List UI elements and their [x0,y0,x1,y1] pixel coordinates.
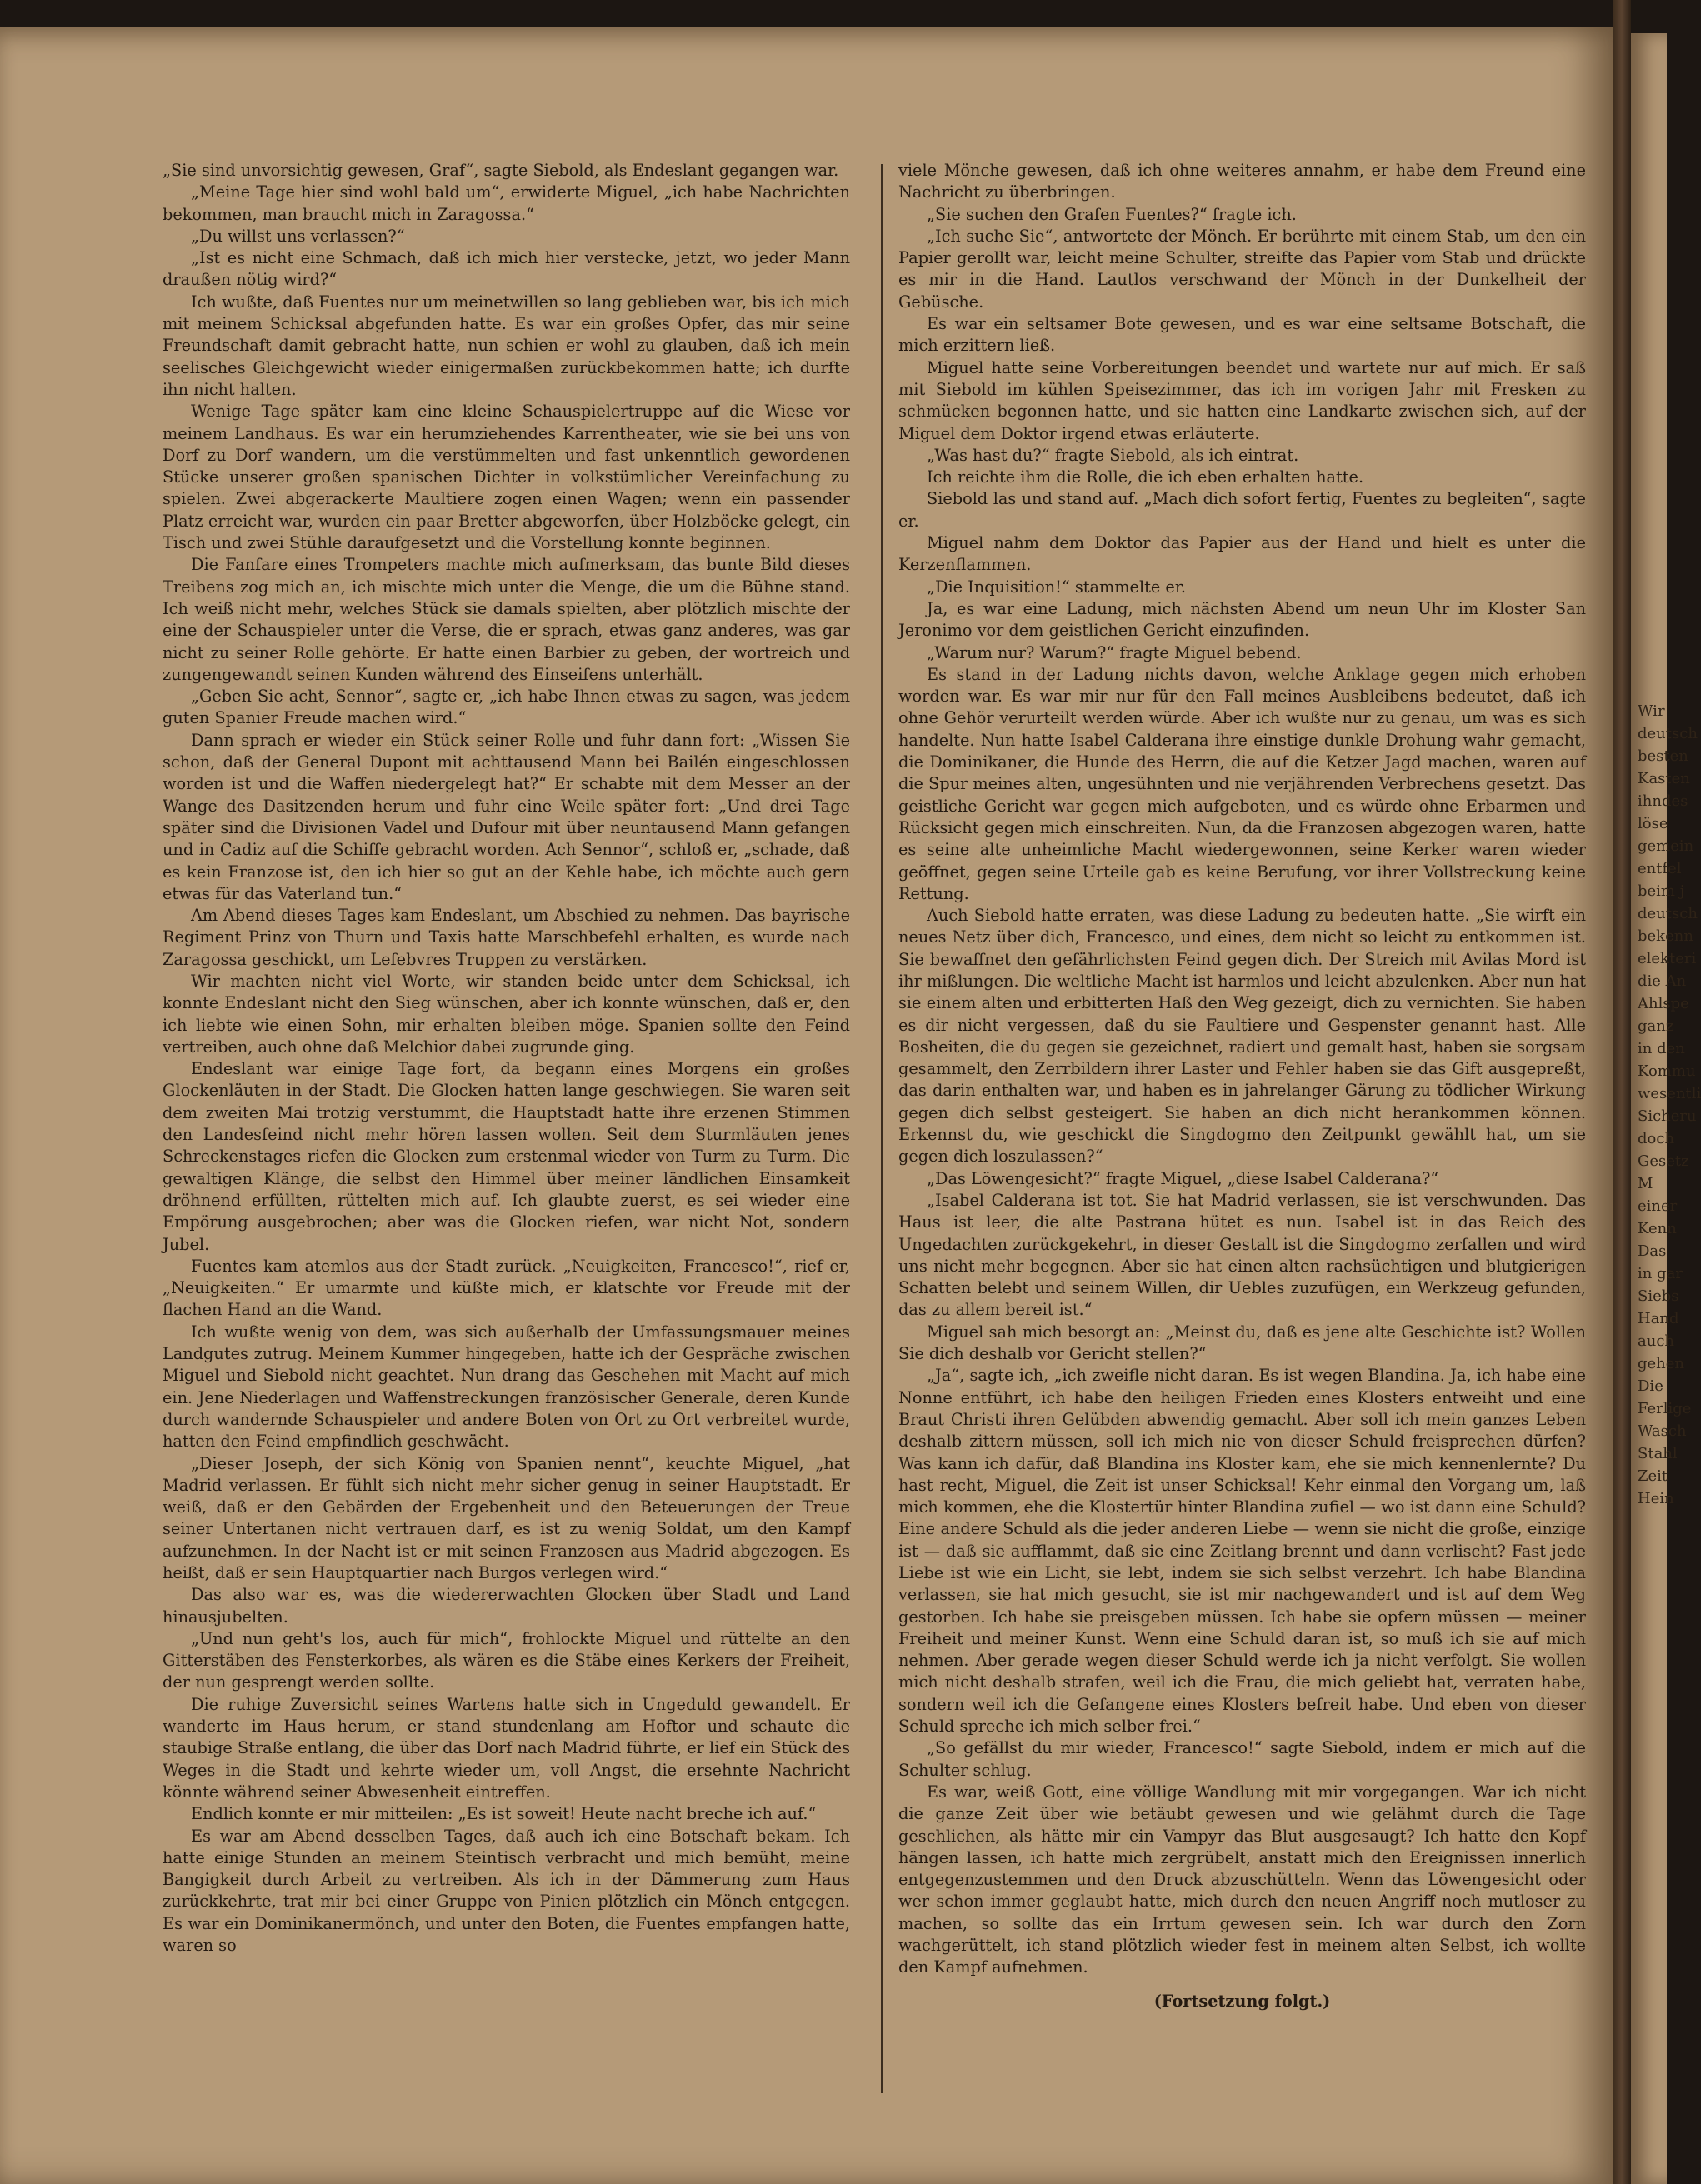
next-page-fragment: entfel [1638,860,1682,877]
next-page-fragment: Sicheru [1638,1107,1697,1125]
paragraph: „Isabel Calderana ist tot. Sie hat Madrid verlassen, sie ist verschwunden. Das Haus ist leer, die alte Pastrana hütet es nun. Isabel ist in das Reich des Ungedachten zurückgekehrt, in dieser Gestalt ist die Singdogmo zerfallen und wird uns nicht mehr begegnen. Aber sie hat einen alten rachsüchtigen und blutgierigen Schatten belebt und seinem Willen, dir Uebles zuzufügen, ein Werkzeug gefunden, das zu allem bereit ist.“ [898,1190,1586,1320]
paragraph: Dann sprach er wieder ein Stück seiner Rolle und fuhr dann fort: „Wissen Sie schon, daß der General Dupont mit achttausend Mann bei Bailén eingeschlossen worden ist und die Waffen niedergelegt hat?“ Er schabte mit dem Messer an der Wange des Dasitzenden herum und fuhr eine Weile später fort: „Und drei Tage später sind die Divisionen Vadel und Dufour mit über neuntausend Mann gefangen und in Cadiz auf die Schiffe gebracht worden. Ach Sennor“, schloß er, „schade, daß es kein Franzose ist, den ich hier so gut an der Kehle habe, ich möchte auch gern etwas für das Vaterland tun.“ [163,730,850,903]
next-page-fragment: beim j [1638,882,1685,900]
next-page-fragment: doch [1638,1130,1675,1147]
next-page-fragment: die An [1638,972,1687,990]
paragraph: Endeslant war einige Tage fort, da begann eines Morgens ein großes Glockenläuten in der Stadt. Die Glocken hatten lange geschwiegen. Sie waren seit dem zweiten Mai trotzig verstummt, die Hauptstadt hatte ihre erzenen Stimmen den Landesfeind nicht mehr hören lassen wollen. Seit dem Sturmläuten jenes Schreckenstages riefen die Glocken zum erstenmal wieder von Turm zu Turm. Die gewaltigen Klänge, die selbst den Himmel über meiner ländlichen Einsamkeit dröhnend erfüllten, rüttelten mich auf. Ich glaubte zuerst, es sei wieder eine Empörung ausgebrochen; aber was die Glocken riefen, war nicht Not, sondern Jubel. [163,1059,850,1254]
paragraph: „Meine Tage hier sind wohl bald um“, erwiderte Miguel, „ich habe Nachrichten bekommen, man braucht mich in Zaragossa.“ [163,182,850,224]
paragraph: viele Mönche gewesen, daß ich ohne weiteres annahm, er habe dem Freund eine Nachricht zu überbringen. [898,161,1586,202]
paragraph: „Was hast du?“ fragte Siebold, als ich eintrat. [927,445,1299,465]
paragraph: Es war am Abend desselben Tages, daß auch ich eine Botschaft bekam. Ich hatte einige Stunden an meinem Steintisch verbracht und mich bemüht, meine Bangigkeit durch Arbeit zu vertreiben. Als ich in der Dämmerung zum Haus zurückkehrte, trat mir bei einer Gruppe von Pinien plötzlich ein Mönch entgegen. Es war ein Dominikanermönch, und unter den Boten, die Fuentes empfangen hatte, waren so [163,1826,850,1956]
next-page-fragment: Kenn [1638,1220,1677,1237]
paragraph: Das also war es, was die wiedererwachten Glocken über Stadt und Land hinausjubelten. [163,1585,850,1627]
paragraph: Ich wußte wenig von dem, was sich außerhalb der Umfassungsmauer meines Landgutes zutrug. Meinem Kummer hingegeben, hatte ich der Gespräche zwischen Miguel und Siebold nicht geachtet. Nun drang das Geschehen mit Macht auf mich ein. Jene Niederlagen und Waffenstreckungen französischer Generale, deren Kunde durch wandernde Schauspieler und andere Boten von Ort zu Ort verbreitet wurde, hatten den Feind empfindlich geschwächt. [163,1322,850,1452]
next-page-fragment: deutsch [1638,725,1698,742]
paragraph: Miguel sah mich besorgt an: „Meinst du, daß es jene alte Geschichte ist? Wollen Sie dich deshalb vor Gericht stellen?“ [898,1322,1586,1364]
next-page-fragment: Hein [1638,1490,1674,1507]
next-page-fragment: in den [1638,1040,1685,1057]
next-page-fragment: Wasch [1638,1422,1687,1440]
next-page-fragment: gehen [1638,1355,1685,1372]
paragraph: Ja, es war eine Ladung, mich nächsten Abend um neun Uhr im Kloster San Jeronimo vor dem geistlichen Gericht einzufinden. [898,598,1586,641]
next-page-fragment: Kasten [1638,770,1690,787]
next-page-fragment: einer [1638,1197,1678,1215]
paragraph: Die Fanfare eines Trompeters machte mich aufmerksam, das bunte Bild dieses Treibens zog mich an, ich mischte mich unter die Menge, die um die Bühne stand. Ich weiß nicht mehr, welches Stück sie damals spielten, aber plötzlich mischte der eine der Schauspieler unter die Verse, die er sprach, etwas ganz anderes, was gar nicht zu seiner Rolle gehörte. Er hatte einen Barbier zu geben, der wortreich und zungengewandt seinen Kunden während des Einseifens unterhält. [163,555,850,684]
next-page-fragment: Ahlspe [1638,995,1689,1012]
newspaper-page [0,27,1613,2184]
next-page-fragment: M [1638,1175,1653,1192]
right-column [898,160,1586,2012]
paragraph: Fuentes kam atemlos aus der Stadt zurück. „Neuigkeiten, Francesco!“, rief er, „Neuigkeiten.“ Er umarmte und küßte mich, er klatschte vor Freude mit der flachen Hand an die Wand. [163,1256,850,1320]
next-page-fragment: Siebs [1638,1287,1679,1305]
next-page-fragment: besten [1638,747,1688,765]
paragraph: „Sie sind unvorsichtig gewesen, Graf“, sagte Siebold, als Endeslant gegangen war. [163,161,839,180]
paragraph: „Das Löwengesicht?“ fragte Miguel, „diese Isabel Calderana?“ [927,1168,1439,1188]
paragraph: „Warum nur? Warum?“ fragte Miguel bebend. [927,642,1302,662]
next-page-fragment: Das [1638,1242,1667,1260]
paragraph: Miguel hatte seine Vorbereitungen beendet und wartete nur auf mich. Er saß mit Siebold im kühlen Speisezimmer, das ich im vorigen Jahr mit Fresken zu schmücken begonnen hatte, und sie hatten eine Landkarte zwischen sich, auf der Miguel dem Doktor irgend etwas erläuterte. [898,357,1586,443]
next-page-fragment: löse [1638,815,1668,832]
paragraph: Ich reichte ihm die Rolle, die ich eben erhalten hatte. [927,467,1364,487]
continuation-note: (Fortsetzung folgt.) [1153,1991,1331,2011]
next-page-fragment: ihndes [1638,792,1688,810]
next-page-fragment: wesentli [1638,1085,1701,1102]
paragraph: „Ja“, sagte ich, „ich zweifle nicht daran. Es ist wegen Blandina. Ja, ich habe eine Nonne entführt, ich habe den heiligen Frieden eines Klosters entweiht und eine Braut Christi ihren Gelübden abwendig gemacht. Aber soll ich mein ganzes Leben deshalb zittern müssen, soll ich mich nie von dieser Schuld freisprechen dürfen? Was kann ich dafür, daß Blandina ins Kloster kam, ehe sie mich kennenlernte? Du hast recht, Miguel, die Zeit ist unser Schicksal! Kehr einmal den Vorgang um, laß mich kommen, ehe die Klostertür hinter Blandina zufiel — wo ist dann eine Schuld? Eine andere Schuld als die jeder anderen Liebe — wenn sie nicht die große, einzige ist — daß sie aufflammt, daß sie eine Zeitlang brennt und dann verlischt? Fast jede Liebe ist wie ein Licht, sie lebt, indem sie sich selbst verzehrt. Ich habe Blandina verlassen, sie hat mich gesucht, sie ist mir nachgewandert und ist auf dem Weg gestorben. Ich habe sie preisgeben müssen. Ich habe sie opfern müssen — meiner Freiheit und meiner Kunst. Wenn eine Schuld daran ist, so muß ich sie auf mich nehmen. Aber gerade wegen dieser Schuld werde ich ja nicht verfolgt. Sie wollen mich nicht deshalb strafen, weil ich die Frau, die mich geliebt hat, verraten habe, sondern weil ich die Gefangene eines Klosters befreit habe. Und eben von dieser Schuld spreche ich mich selber frei.“ [898,1366,1586,1737]
next-page-fragment: Die [1638,1377,1663,1395]
paragraph: „Ist es nicht eine Schmach, daß ich mich hier verstecke, jetzt, wo jeder Mann draußen nötig wird?“ [163,248,850,290]
left-column [163,160,850,1957]
paragraph: „So gefällst du mir wieder, Francesco!“ sagte Siebold, indem er mich auf die Schulter schlug. [898,1738,1586,1780]
next-page-fragment: Zeit [1638,1467,1668,1485]
column-divider [881,164,883,2093]
next-page-fragment: deutsch [1638,905,1698,922]
book-gutter [1613,0,1631,2184]
paragraph: Es war, weiß Gott, eine völlige Wandlung mit mir vorgegangen. War ich nicht die ganze Zeit über wie betäubt gewesen und wie gelähmt durch die Tage geschlichen, als hätte mir ein Vampyr das Blut ausgesaugt? Ich hatte den Kopf hängen lassen, ich hatte mich zergrübelt, anstatt mich den Ereignissen innerlich entgegenzustemmen und den Druck abzuschütteln. Wenn das Löwengesicht oder wer schon immer geglaubt hatte, mich durch den neuen Angriff noch mutloser zu machen, so sollte das ein Irrtum gewesen sein. Ich war durch den Zorn wachgerüttelt, ich stand plötzlich wieder fest in meinem alten Selbst, ich wollte den Kampf aufnehmen. [898,1782,1586,1977]
paragraph: Wenige Tage später kam eine kleine Schauspielertruppe auf die Wiese vor meinem Landhaus. Es war ein herumziehendes Karrentheater, wie sie bei uns von Dorf zu Dorf wandern, um die verstümmelten und fast unkenntlich gewordenen Stücke unserer großen spanischen Dichter in volkstümlicher Vereinfachung zu spielen. Zwei abgerackerte Maultiere zogen einen Wagen; wenn ein passender Platz erreicht war, wurden ein paar Bretter abgeworfen, über Holzböcke gelegt, ein Tisch und zwei Stühle daraufgesetzt und die Vorstellung konnte beginnen. [163,402,850,553]
next-page-fragment: Hand [1638,1310,1679,1327]
paragraph: Ich wußte, daß Fuentes nur um meinetwillen so lang geblieben war, bis ich mich mit meinem Schicksal abgefunden hatte. Es war ein großes Opfer, das mir seine Freundschaft damit gebracht hatte, nun schien er wohl zu glauben, daß ich mein seelisches Gleichgewicht wieder einigermaßen zurückbekommen hatte; ich durfte ihn nicht halten. [163,292,850,399]
paragraph: Die ruhige Zuversicht seines Wartens hatte sich in Ungeduld gewandelt. Er wanderte im Haus herum, er stand stundenlang am Hoftor und schaute die staubige Straße entlang, die über das Dorf nach Madrid führte, er lief ein Stück des Weges in die Stadt und kehrte wieder um, voll Angst, die ersehnte Nachricht könnte während seiner Abwesenheit eintreffen. [163,1694,850,1802]
paragraph: „Sie suchen den Grafen Fuentes?“ fragte ich. [927,204,1297,224]
paragraph: Endlich konnte er mir mitteilen: „Es ist soweit! Heute nacht breche ich auf.“ [191,1804,817,1824]
next-page-fragment: Gesetz [1638,1152,1689,1170]
paragraph: Wir machten nicht viel Worte, wir standen beide unter dem Schicksal, ich konnte Endeslant nicht den Sieg wünschen, aber ich konnte wünschen, daß er, den ich liebte wie einen Sohn, mir erhalten bleiben möge. Spanien sollte den Feind vertreiben, auch ohne daß Melchior dabei zugrunde ging. [163,971,850,1057]
next-page-fragment: in gar [1638,1265,1683,1282]
paragraph: „Die Inquisition!“ stammelte er. [927,577,1187,597]
next-page-fragment: Wir [1638,702,1665,720]
paragraph: Es stand in der Ladung nichts davon, welche Anklage gegen mich erhoben worden war. Es war mir nur für den Fall meines Ausbleibens bedeutet, daß ich ohne Gehör verurteilt werden würde. Aber ich wußte nur zu genau, um was es sich handelte. Nun hatte Isabel Calderana ihre einstige dunkle Drohung wahr gemacht, die Dominikaner, die Hunde des Herrn, die auf die Ketzer Jagd machen, waren auf die Spur meines alten, ungesühnten und nie verjährenden Verbrechens gesetzt. Das geistliche Gericht war gegen mich aufgeboten, und es würde ohne Erbarmen und Rücksicht gegen mich einschreiten. Nun, da die Franzosen abgezogen waren, hatte es seine alte unheimliche Macht wiedergewonnen, seine Kerker waren wieder geöffnet, gegen seine Urteile gab es keine Berufung, vor ihrer Vollstreckung keine Rettung. [898,664,1586,903]
next-page-fragment: ganz [1638,1017,1674,1035]
next-page-fragment: Stahl [1638,1445,1678,1462]
paragraph: Auch Siebold hatte erraten, was diese Ladung zu bedeuten hatte. „Sie wirft ein neues Netz über dich, Francesco, und eines, dem nicht so leicht zu entkommen ist. Sie bewaffnet den gefährlichsten Feind gegen dich. Der Streich mit Avilas Mord ist ihr mißlungen. Die weltliche Macht ist harmlos und leicht abzulenken. Aber nun hat sie einem alten und erbitterten Haß den Weg gezeigt, dich zu vernichten. Sie haben es dir nicht vergessen, daß du sie Faultiere und Gespenster genannt hast. Alle Bosheiten, die du gegen sie gezeichnet, radiert und gemalt hast, haben sie sorgsam gesammelt, den Zerrbildern ihrer Laster und Fehler haben sie das Gift ausgepreßt, das darin enthalten war, und haben es in jahrelanger Gärung zu tödlicher Wirkung gegen dich selbst gesteigert. Sie haben an dich nicht herankommen können. Erkennst du, wie geschickt die Singdogmo den Zeitpunkt gewählt hat, um sie gegen dich loszulassen?“ [898,906,1586,1167]
paragraph: Miguel nahm dem Doktor das Papier aus der Hand und hielt es unter die Kerzenflammen. [898,533,1586,575]
paragraph: Es war ein seltsamer Bote gewesen, und es war eine seltsame Botschaft, die mich erzittern ließ. [898,314,1586,356]
paragraph: Siebold las und stand auf. „Mach dich sofort fertig, Fuentes zu begleiten“, sagte er. [898,489,1586,531]
next-page-fragment: auch [1638,1332,1674,1350]
paragraph: „Du willst uns verlassen?“ [191,226,405,246]
paragraph: „Ich suche Sie“, antwortete der Mönch. Er berührte mit einem Stab, um den ein Papier gerollt war, leicht meine Schulter, streifte das Papier vom Stab und drückte es mir in die Hand. Lautlos verschwand der Mönch in der Dunkelheit der Gebüsche. [898,226,1586,312]
next-page-fragment: Ferlige [1638,1400,1692,1417]
next-page-fragment: elekteri [1638,950,1697,967]
paragraph: „Geben Sie acht, Sennor“, sagte er, „ich habe Ihnen etwas zu sagen, was jedem guten Spanier Freude machen wird.“ [163,687,850,728]
paragraph: „Und nun geht's los, auch für mich“, frohlockte Miguel und rüttelte an den Gitterstäben des Fensterkorbes, als wären es die Stäbe eines Kerkers der Freiheit, der nun gesprengt werden sollte. [163,1628,850,1692]
paragraph: „Dieser Joseph, der sich König von Spanien nennt“, keuchte Miguel, „hat Madrid verlassen. Er fühlt sich nicht mehr sicher genug in seiner Hauptstadt. Er weiß, daß er den Gebärden der Ergebenheit und den Beteuerungen der Treue seiner Untertanen nicht vertrauen darf, es ist zu wenig Soldat, um den Kampf aufzunehmen. In der Nacht ist er mit seinen Franzosen aus Madrid abgezogen. Es heißt, daß er sein Hauptquartier nach Burgos verlegen wird.“ [163,1453,850,1582]
next-page-fragment: Kommu [1638,1062,1696,1080]
next-page-fragment: gemein [1638,837,1694,855]
next-page-edge [1631,33,1701,2184]
next-page-fragment: bekenn [1638,927,1693,945]
paragraph: Am Abend dieses Tages kam Endeslant, um Abschied zu nehmen. Das bayrische Regiment Prinz von Thurn und Taxis hatte Marschbefehl erhalten, es wurde nach Zaragossa geschickt, um Lefebvres Truppen zu verstärken. [163,906,850,969]
